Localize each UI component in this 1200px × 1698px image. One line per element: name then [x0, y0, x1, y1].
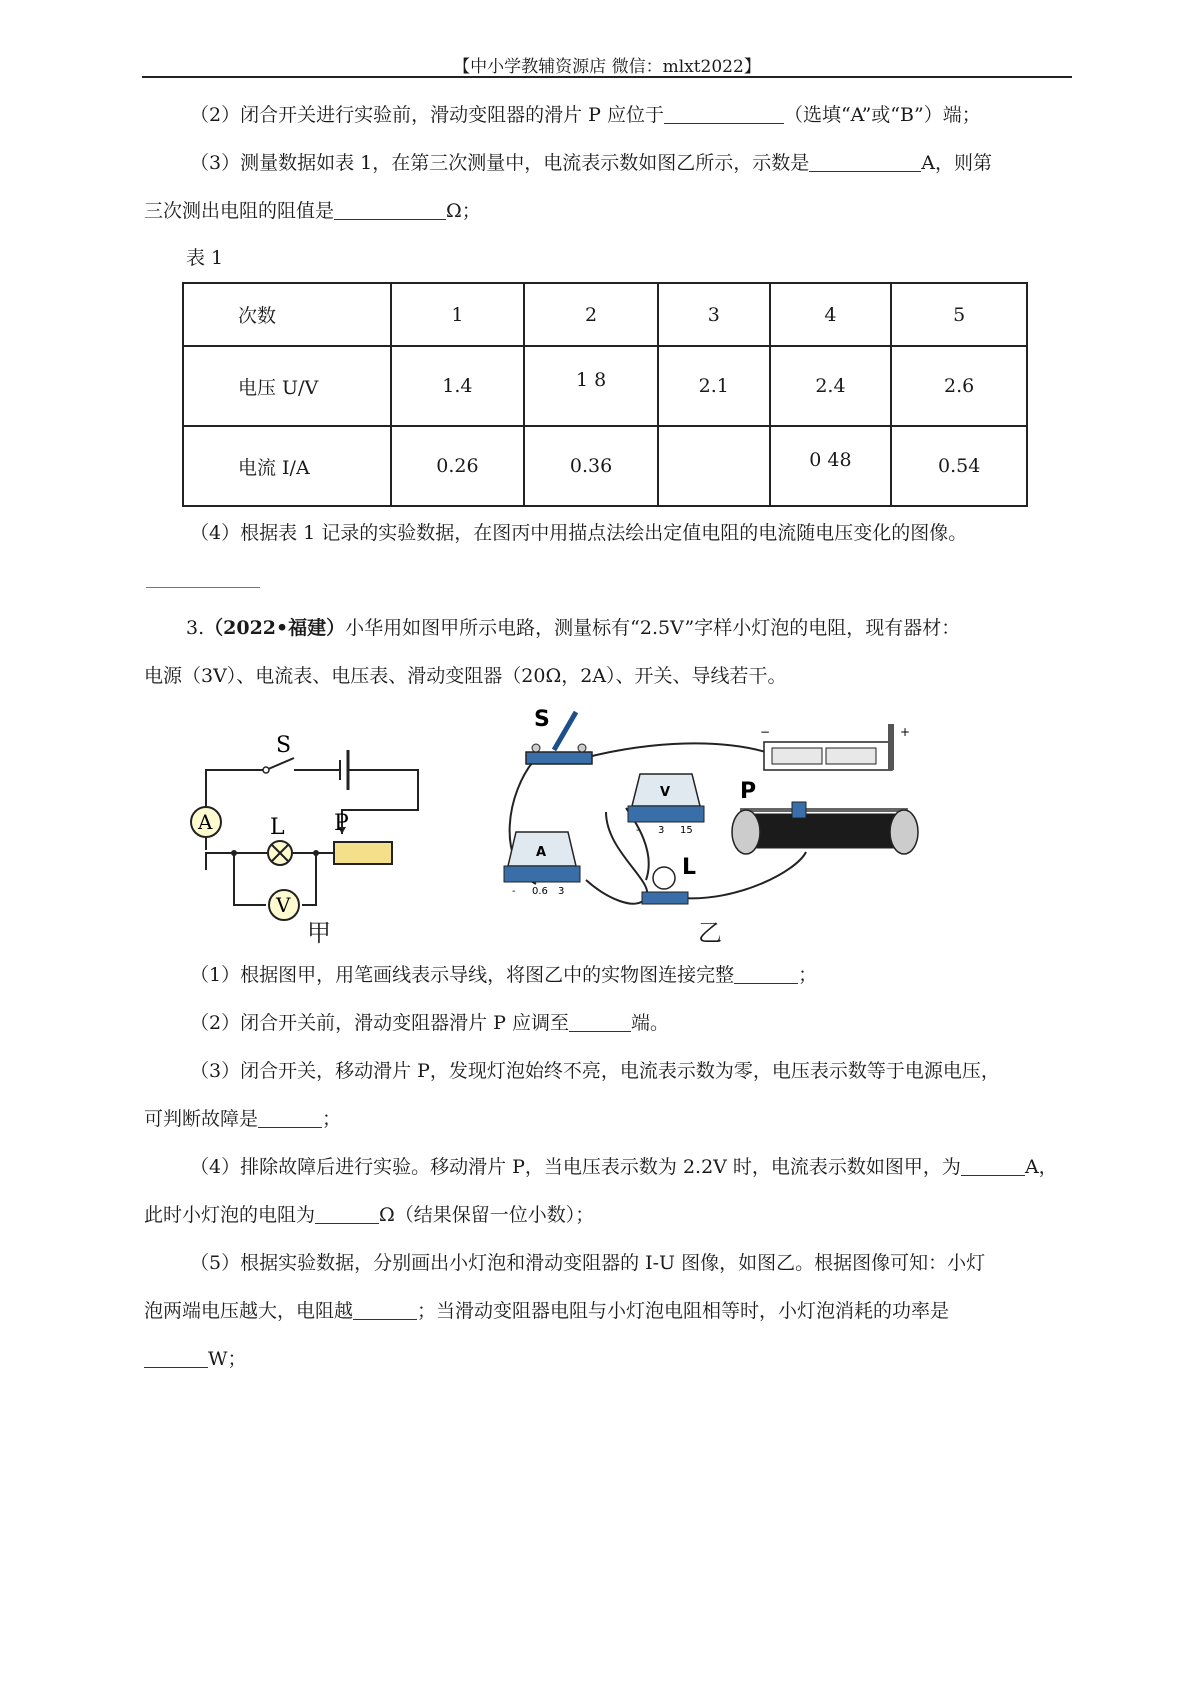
q3-intro — [186, 616, 960, 640]
answer-blank[interactable] — [961, 1157, 1025, 1176]
q3-part3-line2 — [144, 1107, 341, 1131]
table-caption: 表 1 — [186, 247, 224, 269]
table-cell: 0 48 — [770, 426, 892, 506]
q3-part3-line2-text: 可判断故障是 — [144, 1108, 259, 1130]
table-cell: 次数 — [183, 283, 391, 346]
q3-part2-text: （2）闭合开关前，滑动变阻器滑片 P 应调至 — [190, 1012, 569, 1034]
table-cell: 0.36 — [524, 426, 658, 506]
q3-part2 — [190, 1011, 669, 1035]
voltmeter-terminal: 15 — [680, 825, 693, 836]
answer-blank[interactable] — [334, 201, 446, 220]
table-cell: 4 — [770, 283, 892, 346]
battery-plus-label: + — [900, 725, 911, 739]
table-cell: 电压 U/V — [183, 346, 391, 426]
q3-part5: （5）根据实验数据，分别画出小灯泡和滑动变阻器的 I-U 图像，如图乙。根据图像可知：小灯 — [190, 1252, 986, 1274]
switch-lever — [554, 712, 576, 750]
answer-blank[interactable] — [734, 965, 798, 984]
q3-intro-text: 小华用如图甲所示电路，测量标有“2.5V”字样小灯泡的电阻，现有器材： — [345, 617, 961, 639]
q2-part2 — [190, 103, 981, 127]
q3-part4-line2-tail: Ω（结果保留一位小数）； — [379, 1204, 595, 1226]
q3-part4 — [190, 1155, 1058, 1179]
table-cell: 电流 I/A — [183, 426, 391, 506]
answer-blank[interactable] — [664, 105, 784, 124]
lamp-base — [642, 892, 688, 904]
table-row-voltage — [183, 346, 1027, 426]
q2-part3-mid: A，则第 — [921, 152, 992, 174]
q3-intro-line2: 电源（3V）、电流表、电压表、滑动变阻器（20Ω，2A）、开关、导线若干。 — [144, 665, 787, 687]
q3-number: 3. — [186, 617, 205, 639]
q3-part5-line3-tail: W； — [208, 1348, 247, 1370]
table-cell: 5 — [891, 283, 1027, 346]
switch-base — [526, 752, 592, 764]
lamp-bulb — [653, 867, 675, 889]
q3-source: （2022•福建） — [204, 617, 346, 639]
rheostat-symbol — [334, 842, 392, 864]
figure-caption-jia: 甲 — [307, 919, 331, 947]
table-cell: 2 — [524, 283, 658, 346]
q2-part3-line2 — [144, 199, 481, 223]
table-cell-empty[interactable] — [658, 426, 770, 506]
q3-part5-line2-text: 泡两端电压越大，电阻越 — [144, 1300, 354, 1322]
q3-part5-line2-tail: ；当滑动变阻器电阻与小灯泡电阻相等时，小灯泡消耗的功率是 — [417, 1300, 950, 1322]
ammeter-terminal: 3 — [558, 886, 565, 897]
q3-part3: （3）闭合开关，移动滑片 P，发现灯泡始终不亮，电流表示数为零，电压表示数等于电源电压， — [190, 1060, 1000, 1082]
table-row-current — [183, 426, 1027, 506]
table-cell: 1 — [391, 283, 525, 346]
answer-blank[interactable] — [809, 153, 921, 172]
slider-label: P — [334, 811, 349, 836]
table-cell: 2.4 — [770, 346, 892, 426]
q2-part3-text: （3）测量数据如表 1，在第三次测量中，电流表示数如图乙所示，示数是 — [190, 152, 810, 174]
figure-caption-yi: 乙 — [698, 919, 722, 947]
answer-blank[interactable] — [258, 1109, 322, 1128]
answer-blank[interactable] — [569, 1013, 631, 1032]
q3-part4-line2 — [144, 1203, 594, 1227]
q3-part4-text: （4）排除故障后进行实验。移动滑片 P，当电压表示数为 2.2V 时，电流表示数如图甲，为 — [190, 1156, 961, 1178]
q2-part2-tail: （选填“A”或“B”）端； — [783, 104, 981, 126]
q3-part4-tail: A， — [1024, 1156, 1058, 1178]
q3-part1-text: （1）根据图甲，用笔画线表示导线，将图乙中的实物图连接完整 — [190, 964, 735, 986]
lamp-label: L — [270, 815, 285, 840]
q3-part1 — [190, 963, 817, 987]
table-cell: 0.54 — [891, 426, 1027, 506]
q2-part3 — [190, 151, 992, 175]
answer-blank[interactable] — [315, 1205, 379, 1224]
apparatus-figure-yi — [496, 702, 926, 922]
answer-blank[interactable] — [353, 1301, 417, 1320]
q3-part2-tail: 端。 — [630, 1012, 669, 1034]
q2-part3-line2-text: 三次测出电阻的阻值是 — [144, 200, 335, 222]
rheostat-coil — [750, 814, 900, 848]
switch-label: S — [276, 733, 292, 758]
q2-part3-line2-tail: Ω； — [446, 200, 481, 222]
data-table — [182, 282, 1028, 507]
table-row-header — [183, 283, 1027, 346]
table-cell: 0.26 — [391, 426, 525, 506]
q3-part5-line3 — [144, 1347, 247, 1371]
lamp-label: L — [682, 855, 697, 880]
slider-label: P — [740, 779, 757, 804]
table-cell: 3 — [658, 283, 770, 346]
rheostat-slider — [792, 802, 806, 818]
q3-part5-line2 — [144, 1299, 949, 1323]
table-cell: 2.1 — [658, 346, 770, 426]
voltmeter-label: V — [276, 893, 291, 917]
ammeter-letter: A — [536, 845, 547, 860]
header-rule — [142, 76, 1072, 78]
battery-minus-label: − — [760, 725, 771, 739]
q3-part4-line2-text: 此时小灯泡的电阻为 — [144, 1204, 316, 1226]
q2-part4: （4）根据表 1 记录的实验数据，在图丙中用描点法绘出定值电阻的电流随电压变化的图像。 — [190, 522, 968, 544]
voltmeter-terminal: 3 — [658, 825, 665, 836]
q3-part1-tail: ； — [798, 964, 818, 986]
table-cell: 1 8 — [524, 346, 658, 426]
switch-label: S — [534, 707, 550, 732]
answer-blank[interactable] — [144, 1349, 208, 1368]
ammeter-terminal: 0.6 — [532, 886, 548, 897]
ammeter-terminal: - — [512, 886, 516, 897]
table-cell: 1.4 — [391, 346, 525, 426]
voltmeter-letter: V — [660, 785, 671, 800]
table-cell: 2.6 — [891, 346, 1027, 426]
voltmeter-terminal: - — [636, 825, 640, 836]
q2-part2-text: （2）闭合开关进行实验前，滑动变阻器的滑片 P 应位于 — [190, 104, 664, 126]
page-header: 【中小学教辅资源店 微信：mlxt2022】 — [453, 57, 761, 77]
separator — [146, 587, 260, 588]
q3-part3-line2-tail: ； — [322, 1108, 342, 1130]
ammeter-label: A — [198, 810, 213, 834]
